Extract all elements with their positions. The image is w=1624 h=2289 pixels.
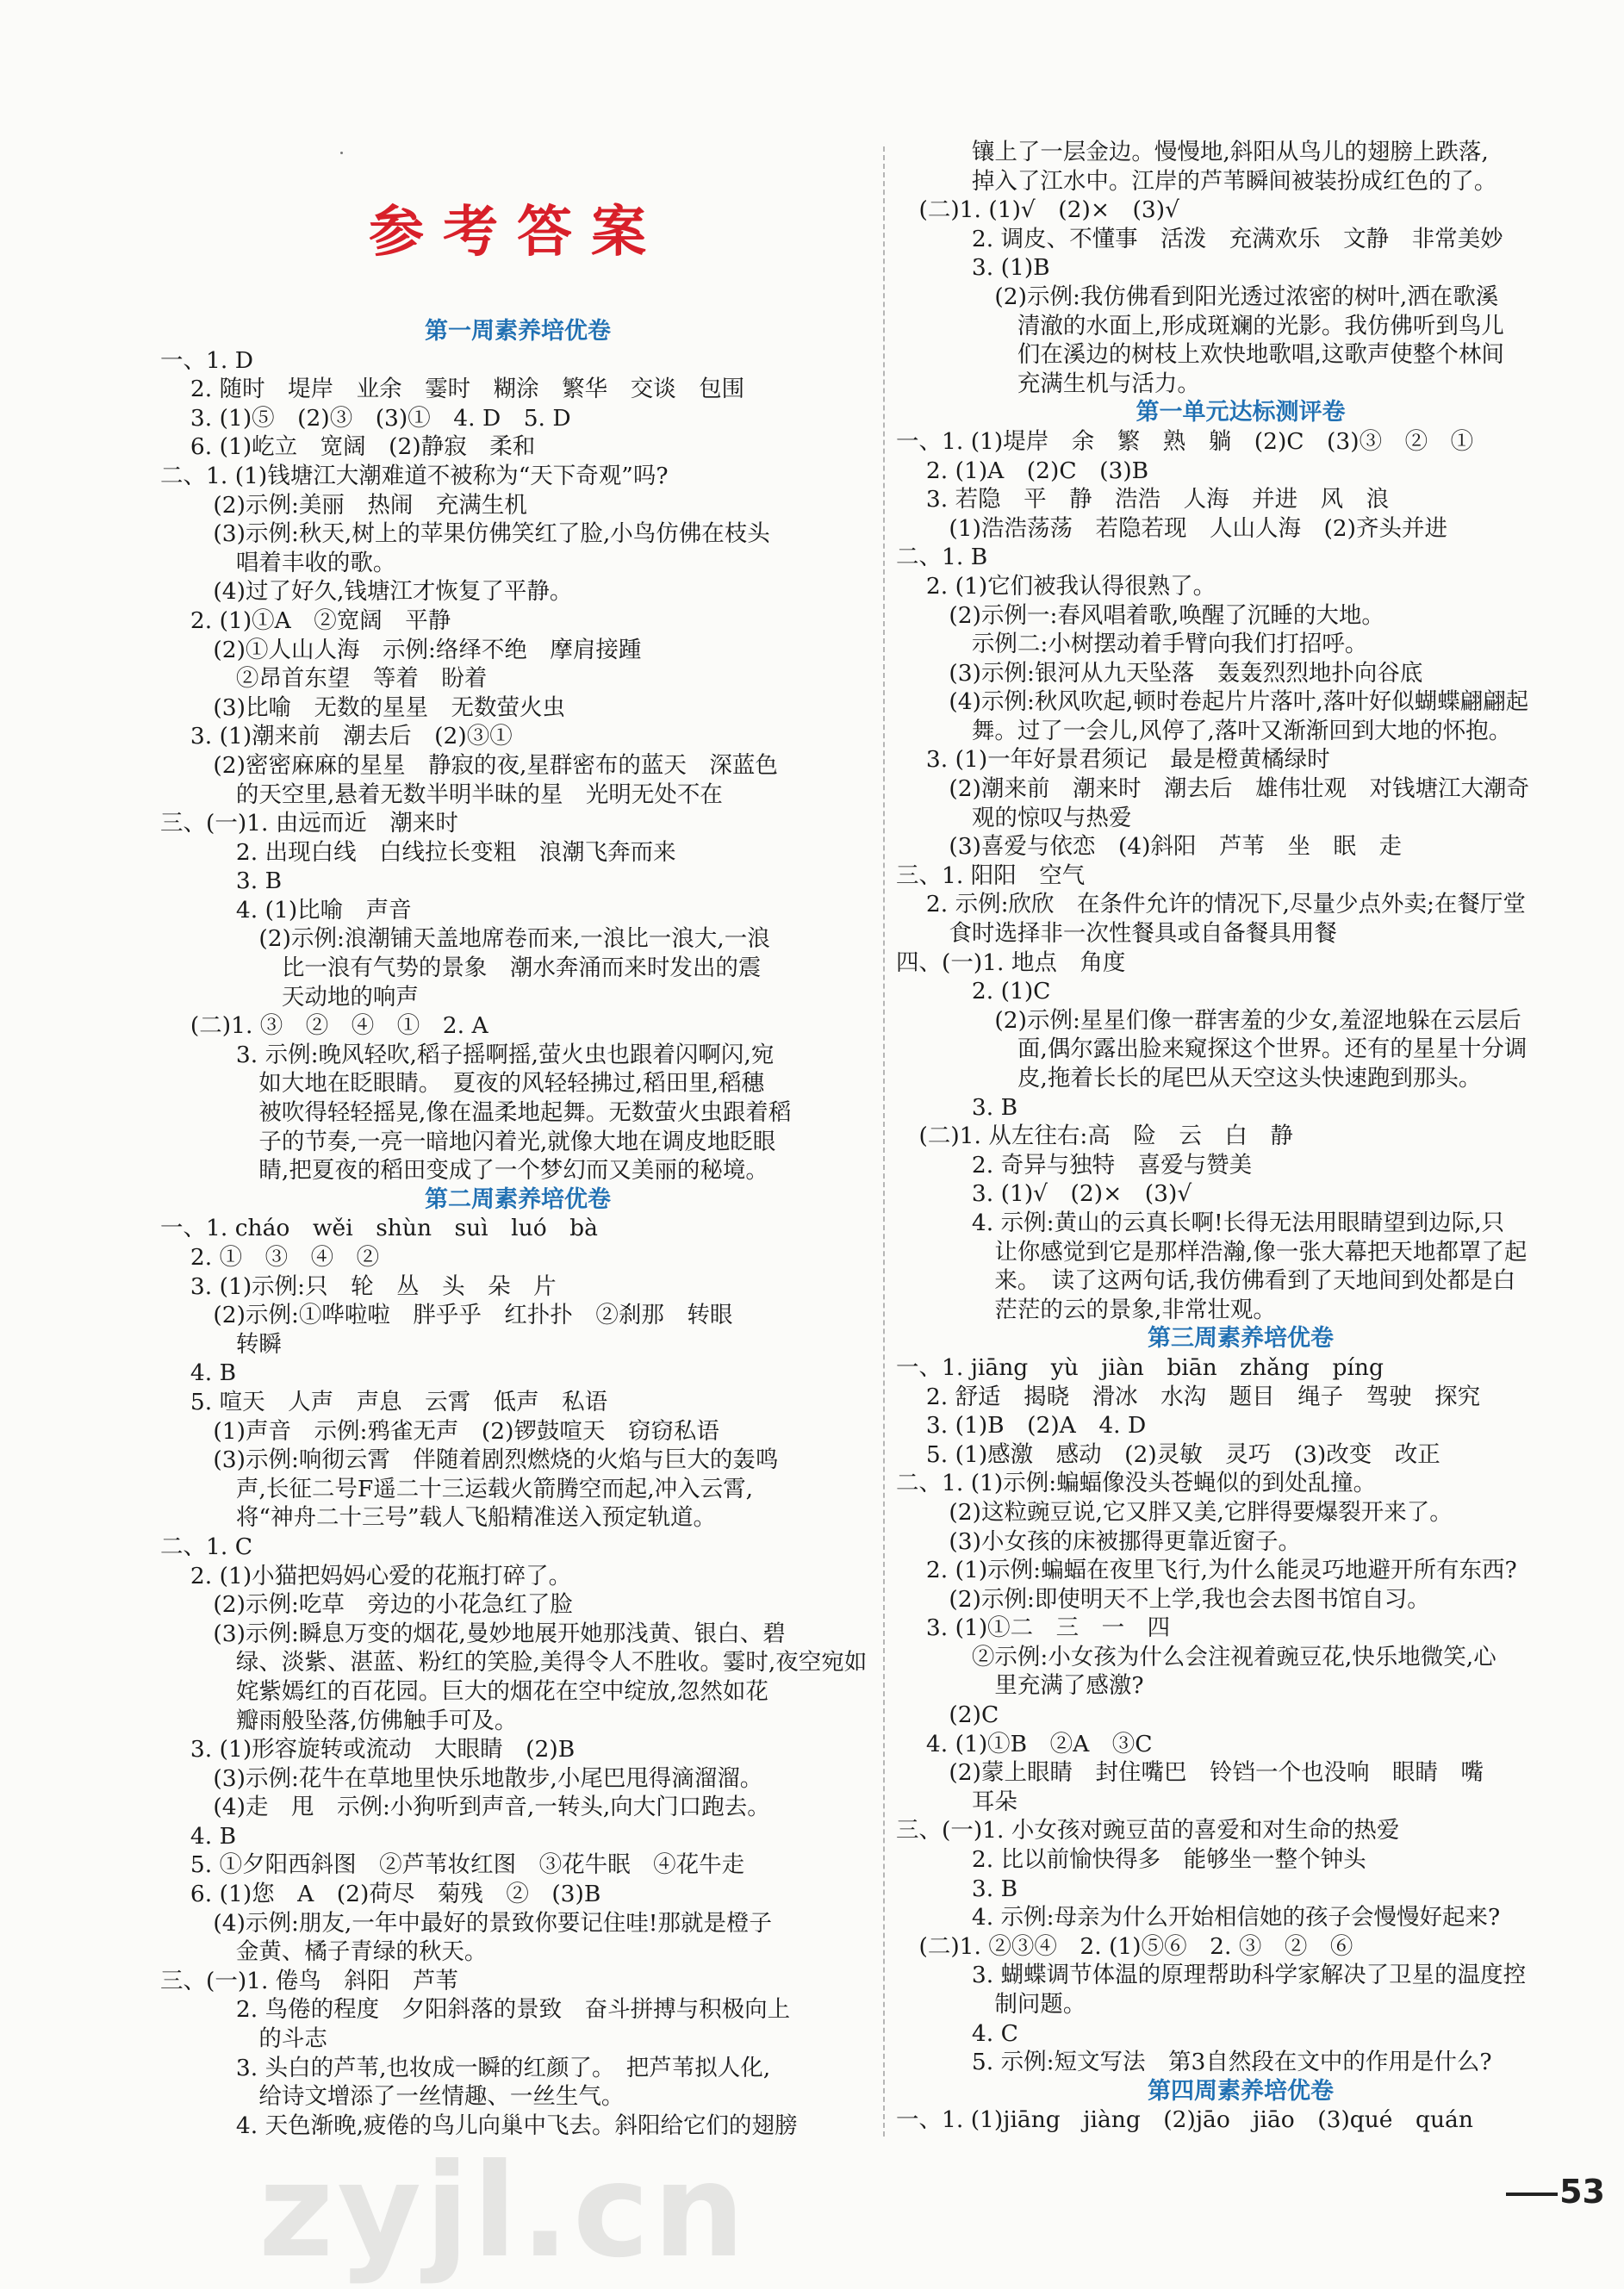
answer-line: 4. B bbox=[160, 1359, 237, 1387]
answer-line: (二)1. 从左往右:高 险 云 白 静 bbox=[896, 1123, 1293, 1150]
page-number-dash bbox=[1506, 2193, 1558, 2196]
answer-line: 掉入了江水中。江岸的芦苇瞬间被装扮成红色的了。 bbox=[896, 167, 1497, 195]
scan-dot bbox=[340, 152, 343, 154]
answer-line: (2)C bbox=[896, 1701, 999, 1729]
answer-line: (2)潮来前 潮来时 潮去后 雄伟壮观 对钱塘江大潮奇 bbox=[896, 775, 1529, 803]
answer-line: (二)1. ②③④ 2. (1)⑤⑥ 2. ③ ② ⑥ bbox=[896, 1932, 1353, 1960]
right-column bbox=[896, 138, 1585, 2135]
answer-line: 让你感觉到它是那样浩瀚,像一张大幕把天地都罩了起 bbox=[896, 1238, 1528, 1266]
answer-line: 5. 示例:短文写法 第3自然段在文中的作用是什么? bbox=[896, 2049, 1492, 2076]
answer-line: (3)示例:瞬息万变的烟花,曼妙地展开她那浅黄、银白、碧 bbox=[160, 1620, 786, 1647]
answer-line: 转瞬 bbox=[160, 1330, 282, 1358]
column-divider bbox=[883, 146, 885, 2137]
answer-line: 2. (1)小猫把妈妈心爱的花瓶打碎了。 bbox=[160, 1562, 572, 1589]
answer-line: 三、1. 阳阳 空气 bbox=[896, 861, 1086, 889]
answer-line: (3)示例:响彻云霄 伴随着剧烈燃烧的火焰与巨大的轰鸣 bbox=[160, 1446, 779, 1474]
answer-line: 舞。过了一会儿,风停了,落叶又渐渐回到大地的怀抱。 bbox=[896, 717, 1512, 744]
section-heading: 第三周素养培优卷 bbox=[1148, 1325, 1334, 1353]
answer-line: 三、(一)1. 小女孩对豌豆苗的喜爱和对生命的热爱 bbox=[896, 1817, 1400, 1844]
answer-line: 3. 若隐 平 静 浩浩 人海 并进 风 浪 bbox=[896, 486, 1390, 513]
answer-line: 一、1. D bbox=[160, 346, 253, 374]
answer-line: 4. 示例:黄山的云真长啊!长得无法用眼睛望到边际,只 bbox=[896, 1209, 1505, 1236]
answer-line: 二、1. C bbox=[160, 1533, 252, 1560]
answer-line: 一、1. cháo wěi shùn suì luó bà bbox=[160, 1215, 598, 1242]
answer-line: 2. (1)C bbox=[896, 978, 1051, 1005]
answer-line: 金黄、橘子青绿的秋天。 bbox=[160, 1938, 488, 1966]
answer-line: 2. 鸟倦的程度 夕阳斜落的景致 奋斗拼搏与积极向上 bbox=[160, 1996, 791, 2024]
answer-line: 3. (1)潮来前 潮去后 (2)③① bbox=[160, 723, 513, 750]
answer-line: (2)示例:美丽 热闹 充满生机 bbox=[160, 491, 527, 519]
answer-line: 二、1. (1)示例:蝙蝠像没头苍蝇似的到处乱撞。 bbox=[896, 1470, 1377, 1497]
answer-line: 给诗文增添了一丝情趣、一丝生气。 bbox=[160, 2083, 625, 2111]
section-heading: 第四周素养培优卷 bbox=[1148, 2077, 1334, 2105]
answer-line: 食时选择非一次性餐具或自备餐具用餐 bbox=[896, 920, 1337, 948]
answer-line: 耳朵 bbox=[896, 1788, 1017, 1815]
answer-line: 3. (1)⑤ (2)③ (3)① 4. D 5. D bbox=[160, 404, 571, 432]
answer-line: 2. 出现白线 白线拉长变粗 浪潮飞奔而来 bbox=[160, 838, 676, 866]
answer-line: (2)示例一:春风唱着歌,唤醒了沉睡的大地。 bbox=[896, 601, 1384, 629]
answer-line: 观的惊叹与热爱 bbox=[896, 804, 1132, 831]
answer-line: 一、1. (1)jiāng jiàng (2)jāo jiāo (3)qué quán bbox=[896, 2106, 1473, 2134]
answer-line: 绿、淡紫、湛蓝、粉红的笑脸,美得令人不胜收。霎时,夜空宛如 bbox=[160, 1649, 868, 1676]
answer-line: (3)示例:银河从九天坠落 轰轰烈烈地扑向谷底 bbox=[896, 659, 1423, 687]
answer-line: 6. (1)您 A (2)荷尽 菊残 ② (3)B bbox=[160, 1881, 601, 1908]
answer-line: 3. (1)一年好景君须记 最是橙黄橘绿时 bbox=[896, 746, 1330, 774]
answer-line: 二、1. B bbox=[896, 544, 988, 571]
answer-line: 三、(一)1. 由远而近 潮来时 bbox=[160, 810, 458, 837]
page-number: 53 bbox=[1559, 2173, 1605, 2211]
answer-line: 2. (1)①A ②宽阔 平静 bbox=[160, 606, 451, 634]
answer-line: 比一浪有气势的景象 潮水奔涌而来时发出的震 bbox=[160, 955, 762, 982]
answer-line: (1)声音 示例:鸦雀无声 (2)锣鼓喧天 窃窃私语 bbox=[160, 1417, 719, 1445]
answer-line: 唱着丰收的歌。 bbox=[160, 549, 396, 576]
section-heading: 第一周素养培优卷 bbox=[425, 318, 611, 345]
answer-line: 里充满了感激? bbox=[896, 1672, 1144, 1700]
section-heading: 第二周素养培优卷 bbox=[425, 1185, 611, 1213]
answer-line: 清澈的水面上,形成斑斓的光影。我仿佛听到鸟儿 bbox=[896, 312, 1504, 339]
answer-line: (2)示例:吃草 旁边的小花急红了脸 bbox=[160, 1591, 573, 1619]
answer-line: (2)密密麻麻的星星 静寂的夜,星群密布的蓝天 深蓝色 bbox=[160, 751, 778, 779]
answer-line: ②昂首东望 等着 盼着 bbox=[160, 665, 488, 693]
answer-line: 2. (1)A (2)C (3)B bbox=[896, 457, 1149, 484]
answer-line: 姹紫嫣红的百花园。巨大的烟花在空中绽放,忽然如花 bbox=[160, 1677, 768, 1705]
answer-line: 皮,拖着长长的尾巴从天空这头快速跑到那头。 bbox=[896, 1065, 1482, 1092]
answer-line: (4)示例:朋友,一年中最好的景致你要记住哇!那就是橙子 bbox=[160, 1909, 772, 1937]
answer-line: (3)比喻 无数的星星 无数萤火虫 bbox=[160, 694, 565, 721]
answer-line: (4)过了好久,钱塘江才恢复了平静。 bbox=[160, 578, 573, 606]
answer-line: 5. ①夕阳西斜图 ②芦苇妆红图 ③花牛眠 ④花牛走 bbox=[160, 1851, 745, 1879]
answer-line: 瓣雨般坠落,仿佛触手可及。 bbox=[160, 1707, 518, 1734]
answer-line: 3. B bbox=[896, 1093, 1018, 1121]
answer-line: (2)蒙上眼睛 封住嘴巴 铃铛一个也没响 眼睛 嘴 bbox=[896, 1759, 1484, 1787]
answer-line: ②示例:小女孩为什么会注视着豌豆花,快乐地微笑,心 bbox=[896, 1643, 1496, 1670]
answer-line: 来。 读了这两句话,我仿佛看到了天地间到处都是白 bbox=[896, 1267, 1516, 1295]
left-column bbox=[160, 317, 875, 2140]
answer-line: 示例二:小树摆动着手臂向我们打招呼。 bbox=[896, 631, 1368, 658]
answer-line: (4)示例:秋风吹起,顿时卷起片片落叶,落叶好似蝴蝶翩翩起 bbox=[896, 688, 1529, 716]
answer-line: (2)这粒豌豆说,它又胖又美,它胖得要爆裂开来了。 bbox=[896, 1498, 1453, 1526]
answer-line: 面,偶尔露出脸来窥探这个世界。还有的星星十分调 bbox=[896, 1036, 1528, 1063]
answer-line: 2. 示例:欣欣 在条件允许的情况下,尽量少点外卖;在餐厅堂 bbox=[896, 891, 1526, 918]
answer-line: 3. 蝴蝶调节体温的原理帮助科学家解决了卫星的温度控 bbox=[896, 1962, 1527, 1989]
answer-line: 4. B bbox=[160, 1822, 237, 1850]
answer-line: 3. (1)示例:只 轮 丛 头 朵 片 bbox=[160, 1272, 557, 1300]
answer-line: 3. (1)形容旋转或流动 大眼睛 (2)B bbox=[160, 1736, 576, 1763]
answer-line: (2)示例:我仿佛看到阳光透过浓密的树叶,洒在歌溪 bbox=[896, 283, 1499, 310]
answer-line: 将“神舟二十三号”载人飞船精准送入预定轨道。 bbox=[160, 1504, 717, 1532]
answer-line: 4. C bbox=[896, 2019, 1018, 2047]
answer-line: 子的节奏,一亮一暗地闪着光,就像大地在调皮地眨眼 bbox=[160, 1128, 776, 1155]
answer-line: 3. (1)√ (2)× (3)√ bbox=[896, 1180, 1192, 1208]
answer-line: 被吹得轻轻摇晃,像在温柔地起舞。无数萤火虫跟着稻 bbox=[160, 1099, 792, 1127]
answer-line: 二、1. (1)钱塘江大潮难道不被称为“天下奇观”吗? bbox=[160, 462, 669, 489]
answer-line: 4. (1)①B ②A ③C bbox=[896, 1730, 1153, 1757]
answer-line: 睛,把夏夜的稻田变成了一个梦幻而又美丽的秘境。 bbox=[160, 1157, 768, 1185]
answer-line: 三、(一)1. 倦鸟 斜阳 芦苇 bbox=[160, 1967, 458, 1994]
answer-line: (1)浩浩荡荡 若隐若现 人山人海 (2)齐头并进 bbox=[896, 514, 1447, 542]
answer-line: (2)①人山人海 示例:络绎不绝 摩肩接踵 bbox=[160, 636, 642, 663]
answer-line: (二)1. (1)√ (2)× (3)√ bbox=[896, 196, 1179, 224]
answer-line: 3. (1)B bbox=[896, 254, 1050, 282]
answer-line: (2)示例:即使明天不上学,我也会去图书馆自习。 bbox=[896, 1585, 1430, 1613]
answer-line: 一、1. (1)堤岸 余 繁 熟 躺 (2)C (3)③ ② ① bbox=[896, 427, 1474, 455]
answer-line: 2. 奇异与独特 喜爱与赞美 bbox=[896, 1151, 1253, 1179]
answer-line: 的天空里,悬着无数半明半昧的星 光明无处不在 bbox=[160, 781, 723, 808]
answer-line: (2)示例:浪潮铺天盖地席卷而来,一浪比一浪大,一浪 bbox=[160, 925, 770, 953]
answer-line: 3. (1)①二 三 一 四 bbox=[896, 1614, 1171, 1642]
answer-line: 3. (1)B (2)A 4. D bbox=[896, 1412, 1147, 1440]
answer-line: 天动地的响声 bbox=[160, 983, 419, 1011]
answer-line: 5. (1)感激 感动 (2)灵敏 灵巧 (3)改变 改正 bbox=[896, 1440, 1440, 1468]
answer-line: 茫茫的云的景象,非常壮观。 bbox=[896, 1296, 1276, 1323]
answer-line: 们在溪边的树枝上欢快地歌唱,这歌声使整个林间 bbox=[896, 341, 1504, 369]
section-heading: 第一单元达标测评卷 bbox=[1136, 399, 1346, 426]
answer-line: 如大地在眨眼睛。 夏夜的风轻轻拂过,稻田里,稻穗 bbox=[160, 1070, 765, 1098]
answer-line: 声,长征二号F遥二十三运载火箭腾空而起,冲入云霄, bbox=[160, 1475, 754, 1502]
answer-line: 2. (1)它们被我认得很熟了。 bbox=[896, 572, 1216, 600]
answer-line: 2. 比以前愉快得多 能够坐一整个钟头 bbox=[896, 1846, 1366, 1874]
answer-line: 3. B bbox=[160, 868, 283, 895]
answer-line: 四、(一)1. 地点 角度 bbox=[896, 949, 1126, 976]
answer-line: 4. (1)比喻 声音 bbox=[160, 896, 412, 924]
answer-line: 2. 调皮、不懂事 活泼 充满欢乐 文静 非常美妙 bbox=[896, 225, 1503, 252]
page-title: 参考答案 bbox=[369, 200, 665, 264]
answer-line: (4)走 甩 示例:小狗听到声音,一转头,向大门口跑去。 bbox=[160, 1794, 770, 1821]
answer-line: 3. B bbox=[896, 1875, 1018, 1902]
answer-line: 一、1. jiāng yù jiàn biān zhǎng píng bbox=[896, 1353, 1384, 1381]
answer-line: 2. (1)示例:蝙蝠在夜里飞行,为什么能灵巧地避开所有东西? bbox=[896, 1557, 1517, 1584]
answer-line: 2. ① ③ ④ ② bbox=[160, 1244, 380, 1271]
answer-line: (3)小女孩的床被挪得更靠近窗子。 bbox=[896, 1527, 1301, 1555]
answer-line: 的斗志 bbox=[160, 2025, 327, 2053]
answer-line: (二)1. ③ ② ④ ① 2. A bbox=[160, 1012, 488, 1040]
answer-line: (3)示例:秋天,树上的苹果仿佛笑红了脸,小鸟仿佛在枝头 bbox=[160, 520, 770, 548]
answer-line: 4. 示例:母亲为什么开始相信她的孩子会慢慢好起来? bbox=[896, 1904, 1501, 1931]
answer-line: (3)喜爱与依恋 (4)斜阳 芦苇 坐 眠 走 bbox=[896, 833, 1402, 861]
answer-line: 3. 头白的芦苇,也妆成一瞬的红颜了。 把芦苇拟人化, bbox=[160, 2054, 771, 2081]
answer-line: 镶上了一层金边。慢慢地,斜阳从鸟儿的翅膀上跌落, bbox=[896, 139, 1489, 165]
answer-line: 充满生机与活力。 bbox=[896, 370, 1200, 397]
answer-line: (2)示例:星星们像一群害羞的少女,羞涩地躲在云层后 bbox=[896, 1006, 1521, 1034]
answer-line: 制问题。 bbox=[896, 1991, 1086, 2018]
watermark: zyjl.cn bbox=[258, 2137, 749, 2286]
answer-line: (2)示例:①哗啦啦 胖乎乎 红扑扑 ②刹那 转眼 bbox=[160, 1302, 733, 1329]
answer-line: 2. 舒适 揭晓 滑冰 水沟 题目 绳子 驾驶 探究 bbox=[896, 1383, 1481, 1410]
answer-line: (3)示例:花牛在草地里快乐地散步,小尾巴甩得滴溜溜。 bbox=[160, 1764, 763, 1792]
answer-line: 2. 随时 堤岸 业余 霎时 糊涂 繁华 交谈 包围 bbox=[160, 376, 745, 403]
answer-line: 6. (1)屹立 宽阔 (2)静寂 柔和 bbox=[160, 433, 536, 461]
answer-line: 3. 示例:晚风轻吹,稻子摇啊摇,萤火虫也跟着闪啊闪,宛 bbox=[160, 1041, 775, 1068]
answer-line: 5. 喧天 人声 声息 云霄 低声 私语 bbox=[160, 1388, 608, 1415]
answer-line: 4. 天色渐晚,疲倦的鸟儿向巢中飞去。斜阳给它们的翅膀 bbox=[160, 2112, 798, 2139]
